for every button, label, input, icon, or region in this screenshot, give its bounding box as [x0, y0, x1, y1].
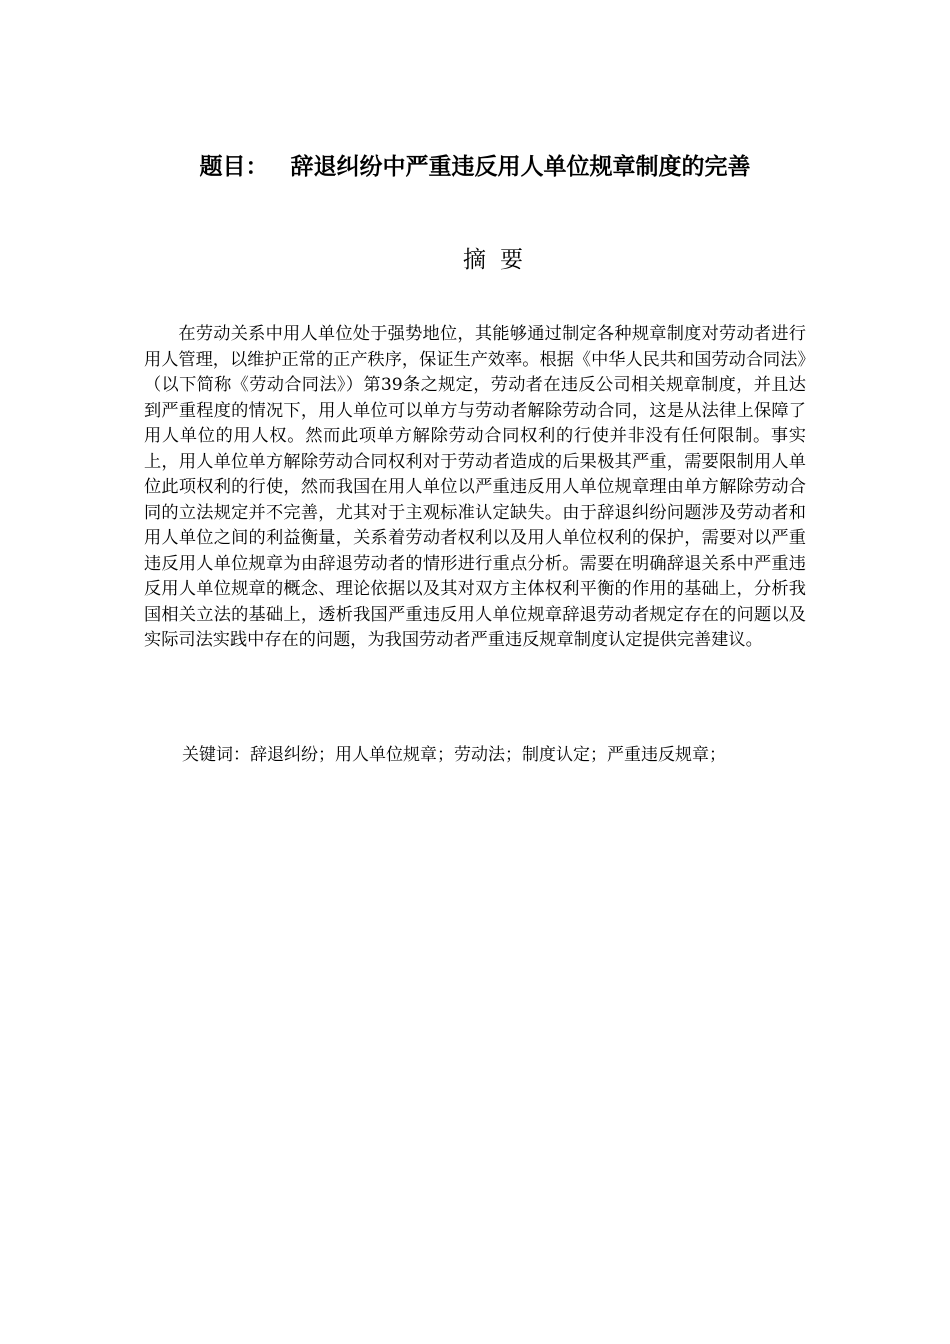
keywords-label: 关键词： — [182, 745, 250, 765]
keywords-text: 辞退纠纷；用人单位规章；劳动法；制度认定；严重违反规章； — [250, 745, 726, 765]
document-title — [0, 150, 950, 184]
title-label: 题目： — [199, 154, 269, 180]
abstract-body: 在劳动关系中用人单位处于强势地位，其能够通过制定各种规章制度对劳动者进行用人管理，以维护正常的正产秩序，保证生产效率。根据《中华人民共和国劳动合同法》（以下简称《劳动合同法》）第39条之规定，劳动者在违反公司相关规章制度，并且达到严重程度的情况下，用人单位可以单方与劳动者解除劳动合同，这是从法律上保障了用人单位的用人权。然而此项单方解除劳动合同权利的行使并非没有任何限制。事实上，用人单位单方解除劳动合同权利对于劳动者造成的后果极其严重，需要限制用人单位此项权利的行使，然而我国在用人单位以严重违反用人单位规章理由单方解除劳动合同的立法规定并不完善，尤其对于主观标准认定缺失。由于辞退纠纷问题涉及劳动者和用人单位之间的利益衡量，关系着劳动者权利以及用人单位权利的保护，需要对以严重违反用人单位规章为由辞退劳动者的情形进行重点分析。需要在明确辞退关系中严重违反用人单位规章的概念、理论依据以及其对双方主体权利平衡的作用的基础上，分析我国相关立法的基础上，透析我国严重违反用人单位规章辞退劳动者规定存在的问题以及实际司法实践中存在的问题，为我国劳动者严重违反规章制度认定提供完善建议。 — [144, 324, 806, 650]
abstract-heading: 摘要 — [463, 247, 537, 273]
keywords-line — [182, 742, 822, 768]
title-text: 辞退纠纷中严重违反用人单位规章制度的完善 — [290, 154, 751, 180]
